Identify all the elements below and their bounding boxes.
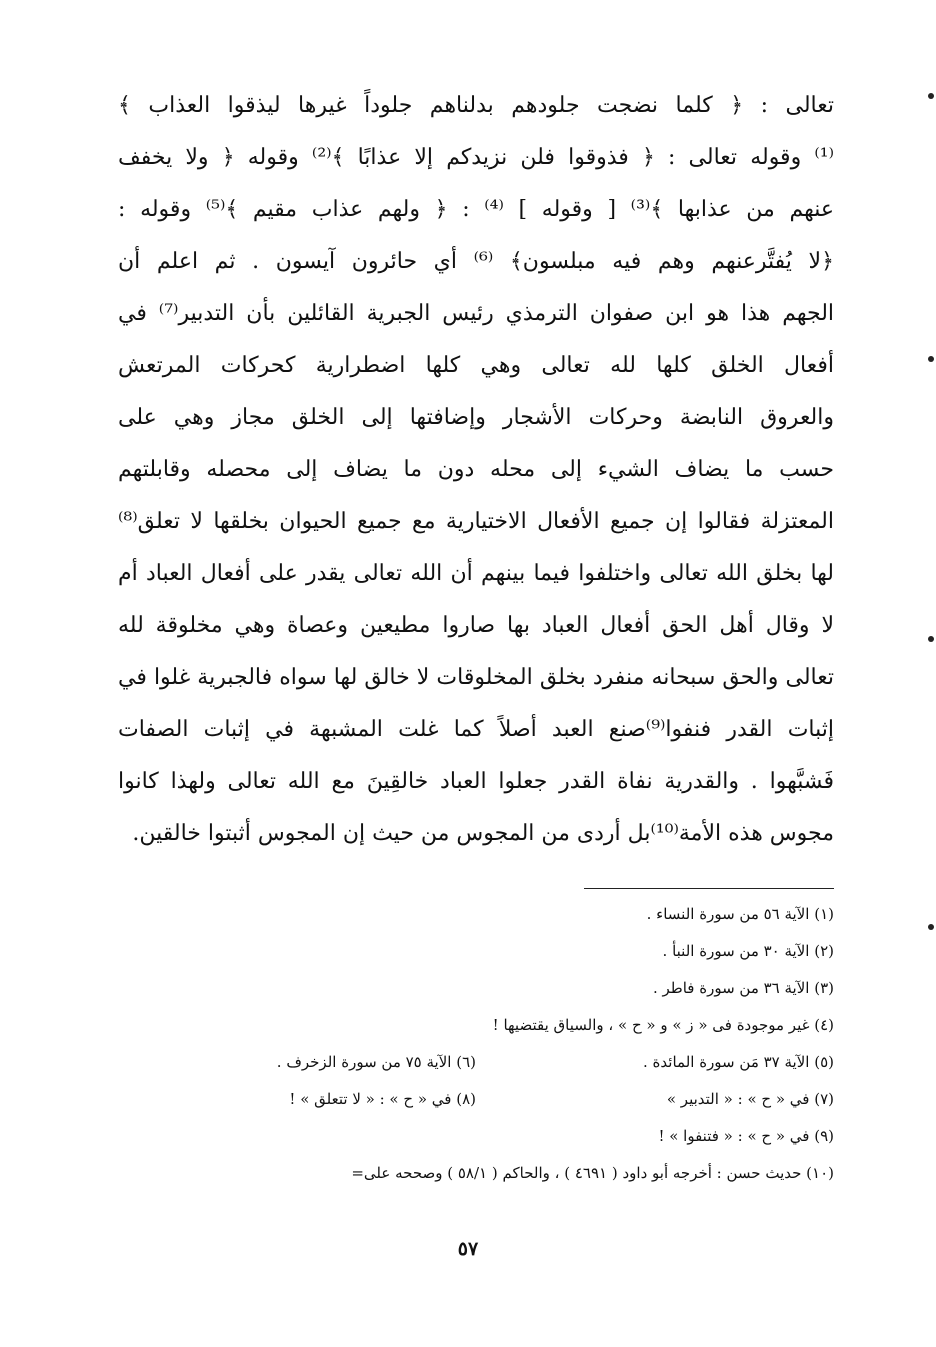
margin-dot — [928, 93, 934, 99]
text-line: إثبات القدر فنفوا⁽⁹⁾صنع العبد أصلاً كما غلت المشبهة في إثبات الصفات — [118, 717, 834, 742]
margin-dot — [928, 636, 934, 642]
text-line: تعالى والحق سبحانه منفرد بخلق المخلوقات لا خالق لها سواه فالجبرية غلوا في — [118, 665, 834, 690]
footnote-row — [118, 1081, 834, 1118]
footnote: (١٠) حديث حسن : أخرجه أبو داود ( ٤٦٩١ ) ، والحاكم ( ٥٨/١ ) وصححه على= — [351, 1164, 834, 1182]
footnote: (٩) في « ح » : « فتنفوا » ! — [658, 1127, 834, 1145]
text-line: الجهم هذا هو ابن صفوان الترمذي رئيس الجبرية القائلين بأن التدبير⁽⁷⁾ في — [118, 301, 834, 326]
footnote: (١) الآية ٥٦ من سورة النساء . — [646, 905, 834, 923]
margin-dot — [928, 924, 934, 930]
main-text-block — [118, 80, 834, 860]
text-line: مجوس هذه الأمة⁽¹⁰⁾بل أردى من المجوس من حيث إن المجوس أثبتوا خالقين. — [132, 821, 834, 846]
text-line: ⁽¹⁾ وقوله تعالى : ﴿ فذوقوا فلن نزيدكم إلا عذابًا ﴾⁽²⁾ وقوله ﴿ ولا يخفف — [118, 145, 834, 170]
text-line: فَشبَّهوا . والقدرية نفاة القدر جعلوا العباد خالقِينَ مع الله تعالى ولهذا كانوا — [118, 769, 834, 794]
footnote-separator — [584, 888, 834, 889]
text-line: حسب ما يضاف الشيء إلى محله دون ما يضاف إلى محصله وقابلتهم — [118, 457, 834, 482]
margin-dot — [928, 356, 934, 362]
text-line: المعتزلة فقالوا إن جميع الأفعال الاختيارية مع جميع الحيوان بخلقها لا تعلق⁽⁸⁾ — [118, 509, 834, 534]
footnote-row — [118, 1044, 834, 1081]
footnote: (٢) الآية ٣٠ من سورة النبأ . — [662, 942, 834, 960]
footnote: (٣) الآية ٣٦ من سورة فاطر . — [652, 979, 834, 997]
text-line: تعالى : ﴿ كلما نضجت جلودهم بدلناهم جلوداً غيرها ليذقوا العذاب ﴾ — [118, 93, 834, 118]
text-line: عنهم من عذابها ﴾⁽³⁾ [ وقوله ] ⁽⁴⁾ : ﴿ ولهم عذاب مقيم ﴾⁽⁵⁾ وقوله : — [118, 197, 834, 222]
text-line: والعروق النابضة وحركات الأشجار وإضافتها إلى الخلق مجاز وهي على — [118, 405, 834, 430]
footnote: (٨) في « ح » : « لا تتعلق » ! — [289, 1090, 476, 1108]
footnote: (٦) الآية ٧٥ من سورة الزخرف . — [276, 1053, 476, 1071]
text-line: أفعال الخلق كلها لله تعالى وهي كلها اضطرارية كحركات المرتعش — [118, 353, 834, 378]
text-line: لها بخلق الله تعالى واختلفوا فيما بينهم أن الله تعالى يقدر على أفعال العباد أم — [118, 561, 834, 586]
text-line: ﴿لا يُفتَّرعنهم وهم فيه مبلسون﴾ ⁽⁶⁾ أي حائرون آيسون . ثم اعلم أن — [118, 249, 834, 274]
footnote: (٤) غير موجودة فى « ز » و « ح » ، والسياق يقتضيها ! — [492, 1016, 834, 1034]
footnotes — [118, 896, 834, 1192]
footnote: (٥) الآية ٣٧ مَن سورة المائدة . — [643, 1053, 834, 1071]
footnote: (٧) في « ح » : « التدبير » — [666, 1090, 834, 1108]
page-number: ٥٧ — [457, 1238, 479, 1260]
text-line: لا وقال أهل الحق أفعال العباد بها صاروا مطيعين وعصاة وهي مخلوقة لله — [118, 613, 834, 638]
